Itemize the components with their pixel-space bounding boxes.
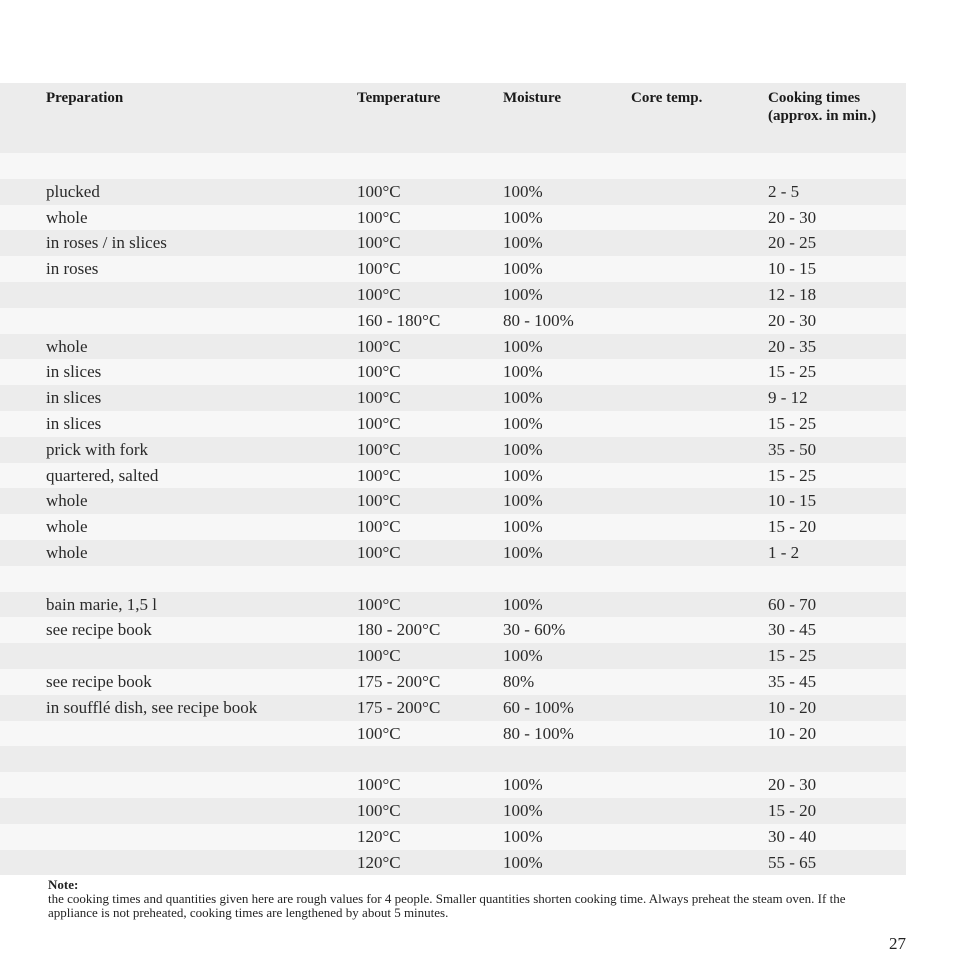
cell-moisture: 100% [503, 826, 543, 846]
cell-moisture: 100% [503, 362, 543, 382]
cell-preparation: in roses [46, 259, 99, 279]
cell-temperature: 175 - 200°C [357, 671, 441, 691]
cell-cooking-time: 20 - 30 [768, 310, 817, 330]
cell-cooking-time: 2 - 5 [768, 181, 800, 201]
cell-moisture: 100% [503, 491, 543, 511]
cell-temperature: 100°C [357, 800, 401, 820]
cell-temperature: 120°C [357, 826, 401, 846]
cell-cooking-time: 1 - 2 [768, 542, 800, 562]
table-row [0, 179, 906, 205]
table-row [0, 514, 906, 540]
table-row [0, 488, 906, 514]
cell-temperature: 100°C [357, 413, 401, 433]
cell-cooking-time: 55 - 65 [768, 852, 817, 872]
table-row [0, 824, 906, 850]
cell-moisture: 80% [503, 671, 535, 691]
cell-temperature: 100°C [357, 439, 401, 459]
cell-cooking-time: 35 - 45 [768, 671, 817, 691]
cell-cooking-time: 35 - 50 [768, 439, 817, 459]
cell-moisture: 100% [503, 542, 543, 562]
cell-cooking-time: 15 - 20 [768, 517, 817, 537]
table-row [0, 617, 906, 643]
table-row [0, 850, 906, 876]
table-row [0, 643, 906, 669]
cell-temperature: 100°C [357, 775, 401, 795]
cell-temperature: 100°C [357, 491, 401, 511]
cell-cooking-time: 30 - 40 [768, 826, 817, 846]
cell-temperature: 100°C [357, 181, 401, 201]
table-row [0, 153, 906, 179]
cell-cooking-time: 15 - 20 [768, 800, 817, 820]
cell-moisture: 100% [503, 336, 543, 356]
table-header [0, 83, 906, 153]
cell-moisture: 100% [503, 852, 543, 872]
cell-cooking-time: 15 - 25 [768, 413, 817, 433]
note [48, 878, 898, 920]
table-row [0, 772, 906, 798]
table-row [0, 334, 906, 360]
cell-temperature: 100°C [357, 517, 401, 537]
cell-temperature: 100°C [357, 259, 401, 279]
cell-moisture: 100% [503, 233, 543, 253]
cell-preparation: prick with fork [46, 439, 148, 459]
cell-moisture: 100% [503, 775, 543, 795]
cooking-table [0, 83, 906, 875]
cell-cooking-time: 15 - 25 [768, 465, 817, 485]
note-title: Note: [48, 877, 79, 892]
cell-cooking-time: 10 - 15 [768, 491, 817, 511]
cell-temperature: 100°C [357, 233, 401, 253]
cell-preparation: bain marie, 1,5 l [46, 594, 157, 614]
table-row [0, 359, 906, 385]
cell-cooking-time: 20 - 25 [768, 233, 817, 253]
cell-moisture: 100% [503, 259, 543, 279]
cell-cooking-time: 20 - 35 [768, 336, 817, 356]
table-row [0, 308, 906, 334]
cell-moisture: 80 - 100% [503, 723, 574, 743]
cell-moisture: 100% [503, 413, 543, 433]
table-row [0, 205, 906, 231]
cell-temperature: 100°C [357, 362, 401, 382]
cell-moisture: 100% [503, 465, 543, 485]
cell-preparation: quartered, salted [46, 465, 159, 485]
header-cooking-times-line2: (approx. in min.) [768, 108, 877, 124]
cell-moisture: 100% [503, 517, 543, 537]
cell-temperature: 175 - 200°C [357, 697, 441, 717]
cell-preparation: in slices [46, 388, 102, 408]
table-row [0, 721, 906, 747]
cell-temperature: 120°C [357, 852, 401, 872]
cell-temperature: 100°C [357, 465, 401, 485]
cell-preparation: whole [46, 336, 88, 356]
cell-temperature: 100°C [357, 207, 401, 227]
cell-temperature: 100°C [357, 723, 401, 743]
table-body [0, 153, 906, 875]
cell-cooking-time: 9 - 12 [768, 388, 808, 408]
table-row [0, 256, 906, 282]
cell-temperature: 100°C [357, 542, 401, 562]
cell-cooking-time: 60 - 70 [768, 594, 817, 614]
cell-moisture: 80 - 100% [503, 310, 574, 330]
cell-preparation: see recipe book [46, 671, 152, 691]
table-row [0, 463, 906, 489]
cell-preparation: whole [46, 542, 88, 562]
table-row [0, 669, 906, 695]
header-cooking-times-line1: Cooking times [768, 90, 861, 106]
cell-cooking-time: 20 - 30 [768, 207, 817, 227]
cell-temperature: 160 - 180°C [357, 310, 441, 330]
cell-preparation: in slices [46, 413, 102, 433]
cell-preparation: whole [46, 491, 88, 511]
cell-cooking-time: 10 - 20 [768, 723, 817, 743]
header-temperature: Temperature [357, 90, 441, 106]
table-row [0, 230, 906, 256]
page-number: 27 [889, 934, 906, 953]
cell-preparation: in soufflé dish, see recipe book [46, 697, 258, 717]
note-text: the cooking times and quantities given here are rough values for 4 people. Smaller quantities shorten cooking time. Always preheat the steam oven. If the appliance is not preheated, cooking times are lengthened by about 5 minutes. [48, 891, 846, 920]
cell-cooking-time: 20 - 30 [768, 775, 817, 795]
cell-preparation: see recipe book [46, 620, 152, 640]
cell-cooking-time: 15 - 25 [768, 362, 817, 382]
cell-preparation: whole [46, 517, 88, 537]
header-cooking-times [768, 89, 876, 125]
cell-temperature: 100°C [357, 594, 401, 614]
cell-moisture: 100% [503, 439, 543, 459]
table-row [0, 540, 906, 566]
cell-temperature: 100°C [357, 284, 401, 304]
cell-preparation: whole [46, 207, 88, 227]
cell-moisture: 100% [503, 594, 543, 614]
cell-cooking-time: 10 - 15 [768, 259, 817, 279]
cell-moisture: 100% [503, 181, 543, 201]
cell-moisture: 100% [503, 800, 543, 820]
table-row [0, 746, 906, 772]
cell-moisture: 60 - 100% [503, 697, 574, 717]
cell-cooking-time: 30 - 45 [768, 620, 817, 640]
table-row [0, 385, 906, 411]
table-row [0, 282, 906, 308]
cell-moisture: 100% [503, 388, 543, 408]
table-row [0, 437, 906, 463]
table-row [0, 592, 906, 618]
cell-temperature: 100°C [357, 388, 401, 408]
cell-preparation: plucked [46, 181, 100, 201]
header-core-temp: Core temp. [631, 90, 703, 106]
table-row [0, 695, 906, 721]
table-row [0, 411, 906, 437]
cell-temperature: 180 - 200°C [357, 620, 441, 640]
cell-preparation: in slices [46, 362, 102, 382]
table-row [0, 798, 906, 824]
cell-cooking-time: 15 - 25 [768, 646, 817, 666]
cell-temperature: 100°C [357, 646, 401, 666]
cell-cooking-time: 10 - 20 [768, 697, 817, 717]
cell-preparation: in roses / in slices [46, 233, 167, 253]
header-moisture: Moisture [503, 90, 562, 106]
cell-moisture: 100% [503, 646, 543, 666]
cell-moisture: 100% [503, 207, 543, 227]
cell-cooking-time: 12 - 18 [768, 284, 817, 304]
table-row [0, 566, 906, 592]
cell-moisture: 30 - 60% [503, 620, 566, 640]
header-preparation: Preparation [46, 90, 124, 106]
cell-temperature: 100°C [357, 336, 401, 356]
cell-moisture: 100% [503, 284, 543, 304]
